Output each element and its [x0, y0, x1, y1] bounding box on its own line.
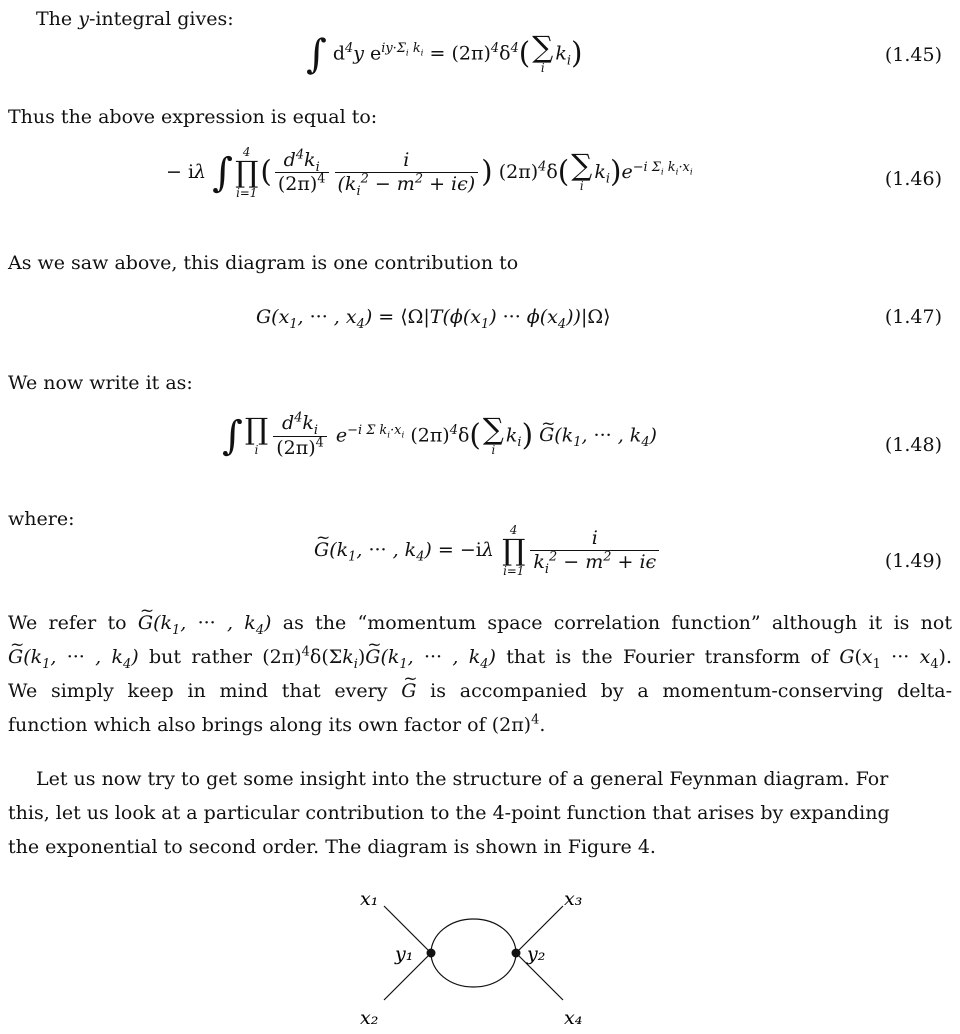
- paragraph-line: this, let us look at a particular contribution to the 4-point function that arises by expanding: [8, 802, 890, 824]
- vertex-y2: [512, 949, 521, 958]
- equation-body: ~ $G(k_1$, ··· , $k_4) = -i\lambda$ 4 ∏ i=1 $\frac{i}{k_i^2 - m^2 + i\epsilon}$: [314, 524, 662, 578]
- paragraph-line: function which also brings along its own factor of $(2\pi)^4$.: [8, 712, 546, 736]
- equation-number: (1.45): [884, 44, 942, 66]
- paragraph-line: ~ $G(k_1$, ··· , $k_4$) but rather $(2\pi)^4\delta(\Sigma k_i)\sim$ $G(k_1$, ··· , $k_4$) that is the Fourier transform of $G(x_1$ ··· $x_4$).: [8, 646, 952, 668]
- text: -integral gives:: [88, 8, 234, 30]
- text-line: We now write it as:: [8, 372, 193, 394]
- text: The: [36, 8, 73, 30]
- equation-number: (1.47): [884, 306, 942, 328]
- text-line: As we saw above, this diagram is one contribution to: [8, 252, 519, 274]
- text: function which also brings along its own factor of: [8, 714, 486, 736]
- equation-number: (1.49): [884, 550, 942, 572]
- label-x4: x₄: [564, 1007, 583, 1029]
- text: is accompanied by a momentum-conserving delta-: [430, 680, 953, 702]
- text-line-intro: [36, 8, 234, 30]
- text: but rather: [148, 646, 252, 668]
- text: that is the Fourier transform of: [506, 646, 829, 668]
- text: as the “momentum space correlation function” although it is not: [282, 612, 952, 634]
- equation-body: − iλ ∫ 4 ∏ i=1 ( $\frac{d^4k_i}{(2\pi)^4}$ $\frac{i}{(k_i^2 - m^2 + i\epsilon)}$ ) $(2\pi)^4\delta$( ∑ i $k_i)e^{-i \Sigma_i k_i\cdot x_i}$: [166, 145, 693, 200]
- equation-1-48: [0, 408, 960, 478]
- paragraph-line: the exponential to second order. The diagram is shown in Figure 4.: [8, 836, 656, 858]
- paragraph-line: We refer to ~ $G(k_1$, ··· , $k_4$) as the “momentum space correlation function” although it is not: [8, 612, 952, 634]
- text-line: where:: [8, 508, 75, 530]
- label-y2: y₂: [527, 943, 546, 965]
- equation-number: (1.48): [884, 434, 942, 456]
- equation-1-47: [0, 306, 960, 354]
- paragraph-line: Let us now try to get some insight into the structure of a general Feynman diagram. For: [36, 768, 889, 790]
- equation-body: $G(x_1$, ··· , $x_4$) = $⟨\Omega|T(\phi(x_1)$ ··· $\phi(x_4))|\Omega⟩$: [256, 306, 611, 332]
- text: We simply keep in mind that every: [8, 680, 388, 702]
- text: We refer to: [8, 612, 127, 634]
- equation-body: ∫ ∏ i $\frac{d^4k_i}{(2\pi)^4}$ $e^{-i \Sigma k_i\cdot x_i}$ $(2\pi)^4\delta$( ∑ i $k_i$) ~ $G(k_1$, ··· , $k_4$): [222, 412, 657, 461]
- feynman-diagram: [0, 884, 960, 1034]
- equation-1-46: [0, 146, 960, 216]
- equation-1-45: [0, 30, 960, 78]
- variable: y: [78, 8, 89, 30]
- vertex-y1: [427, 949, 436, 958]
- equation-body: ∫ $d^4y$ $e^{iy\cdot\Sigma_i k_i} = (2\pi)^4\delta^4$( ∑ i $k_i$): [306, 30, 583, 78]
- label-y1: y₁: [395, 943, 414, 965]
- text-line: Thus the above expression is equal to:: [8, 106, 378, 128]
- loop: [431, 919, 516, 987]
- label-x3: x₃: [564, 888, 583, 910]
- label-x1: x₁: [360, 888, 379, 910]
- paragraph-line: We simply keep in mind that every ~ G is accompanied by a momentum-conserving delta-: [8, 680, 952, 702]
- equation-1-49: [0, 524, 960, 594]
- equation-number: (1.46): [884, 168, 942, 190]
- label-x2: x₂: [360, 1007, 379, 1029]
